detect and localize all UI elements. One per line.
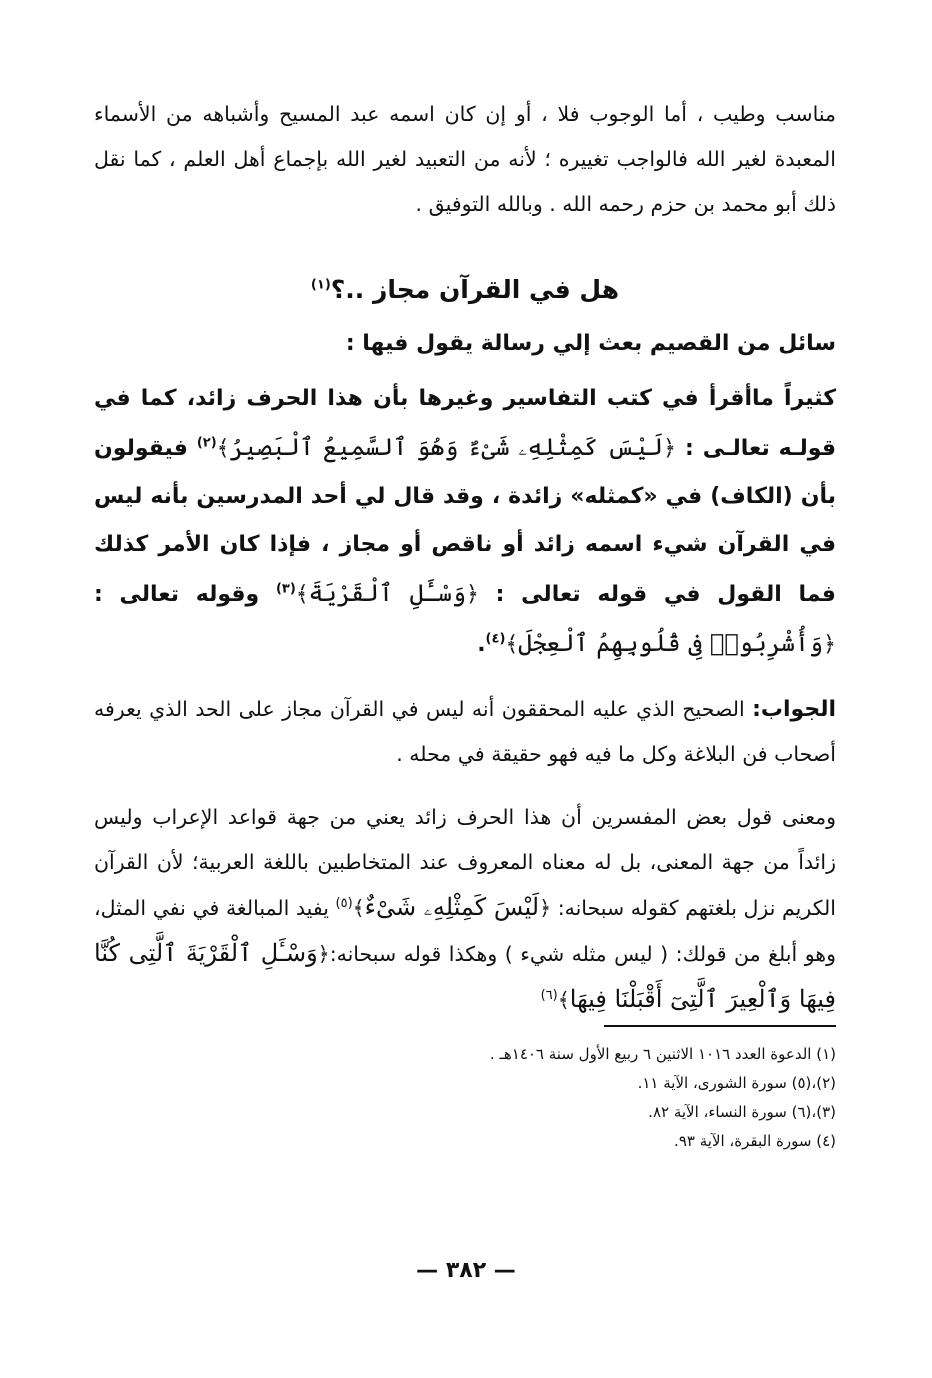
page-number: — ٣٨٢ — (416, 1258, 516, 1283)
intro-paragraph: مناسب وطيب ، أما الوجوب فلا ، أو إن كان اسمه عبد المسيح وأشباهه من الأسماء المعبدة لغير الله فالواجب تغييره ؛ لأنه من التعبيد لغير الله بإجماع أهل العلم ، كما نقل ذلك أبو محمد بن حزم رحمه الله . وبالله التوفيق . (94, 102, 836, 216)
footnotes (94, 1040, 836, 1156)
footnote-ref-3: (٣) (275, 581, 296, 597)
ayah-close-brace: ﴾ (216, 436, 230, 461)
explanation-paragraph (94, 795, 836, 1023)
footnote-ref-2: (٢) (196, 435, 217, 451)
footnote-ref-5: (٥) (335, 896, 353, 912)
ayah-quote: وَسْـَٔلِ ٱلْقَرْيَةَ (308, 579, 467, 607)
footnote-ref-1: (١) (310, 277, 331, 293)
page-body (94, 92, 836, 1023)
heading-title: هل في القرآن مجاز ..؟ (330, 275, 620, 304)
footnote-item: (٣)،(٦) سورة النساء، الآية ٨٢. (648, 1103, 836, 1121)
ayah-open-brace: ﴿ (317, 942, 330, 966)
footnote-ref-6: (٦) (540, 988, 558, 1004)
answer-paragraph (94, 687, 836, 777)
footnote-item: (٤) سورة البقرة، الآية ٩٣. (674, 1132, 836, 1150)
ayah-close-brace: ﴾ (557, 988, 570, 1012)
question-text-3: وقوله تعالى : (94, 582, 260, 607)
asker-line: سائل من القصيم بعث إلي رسالة يقول فيها : (345, 331, 836, 356)
section-heading (94, 265, 836, 315)
question-text-2: فيقولون بأن (الكاف) في «كمثله» زائدة ، وقد قال لي أحد المدرسين بأنه ليس في القرآن شيء اسمه زائد أو ناقص أو مجاز ، فإذا كان الأمر كذلك فما القول في قوله تعالى : (94, 436, 836, 607)
question-paragraph (94, 375, 836, 669)
footnote-ref-4: (٤) (485, 631, 506, 647)
ayah-quote: وَسْـَٔلِ ٱلْقَرْيَةَ ٱلَّتِى كُنَّا فِيهَا وَٱلْعِيرَ ٱلَّتِىٓ أَقْبَلْنَا فِيهَا (94, 939, 836, 1013)
question-end: . (477, 632, 486, 657)
ayah-quote: وَأُشْرِبُوا۟ فِى قُلُوبِهِمُ ٱلْعِجْلَ (518, 629, 824, 657)
footnote-item: (٢)،(٥) سورة الشورى، الآية ١١. (637, 1074, 836, 1092)
ayah-quote: لَيْسَ كَمِثْلِهِۦ شَىْءٌ وَهُوَ ٱلسَّمِيعُ ٱلْبَصِيرُ (229, 433, 664, 461)
ayah-open-brace: ﴿ (663, 436, 676, 461)
explanation-text-1: ومعنى قول بعض المفسرين أن هذا الحرف زائد يعني من جهة قواعد الإعراب وليس زائداً من جهة المعنى، بل له معناه المعروف عند المتخاطبين باللغة العربية؛ لأن القرآن الكريم نزل بلغتهم كقوله سبحانه: (94, 805, 836, 920)
answer-label: الجواب: (752, 697, 836, 722)
ayah-close-brace: ﴾ (295, 582, 309, 607)
answer-text: الصحيح الذي عليه المحققون أنه ليس في القرآن مجاز على الحد الذي يعرفه أصحاب فن البلاغة وكل ما فيه فهو حقيقة في محله . (94, 697, 836, 766)
footnote-item: (١) الدعوة العدد ١٠١٦ الاثنين ٦ ربيع الأول سنة ١٤٠٦هـ . (489, 1045, 836, 1063)
question-text-1: كثيراً ماأقرأ في كتب التفاسير وغيرها بأن هذا الحرف زائد، كما في قولـه تعالـى : (94, 386, 836, 461)
ayah-open-brace: ﴿ (466, 582, 479, 607)
footnote-divider (604, 1025, 836, 1027)
explanation-text-2: يفيد المبالغة في نفي المثل، وهو أبلغ من قولك: ( ليس مثله شيء ) وهكذا قوله سبحانه: (94, 896, 836, 966)
ayah-close-brace: ﴾ (505, 632, 519, 657)
ayah-open-brace: ﴿ (823, 632, 836, 657)
ayah-open-brace: ﴿ (539, 896, 552, 920)
ayah-close-brace: ﴾ (352, 896, 365, 920)
ayah-quote: لَيْسَ كَمِثْلِهِۦ شَىْءٌ (364, 893, 540, 921)
